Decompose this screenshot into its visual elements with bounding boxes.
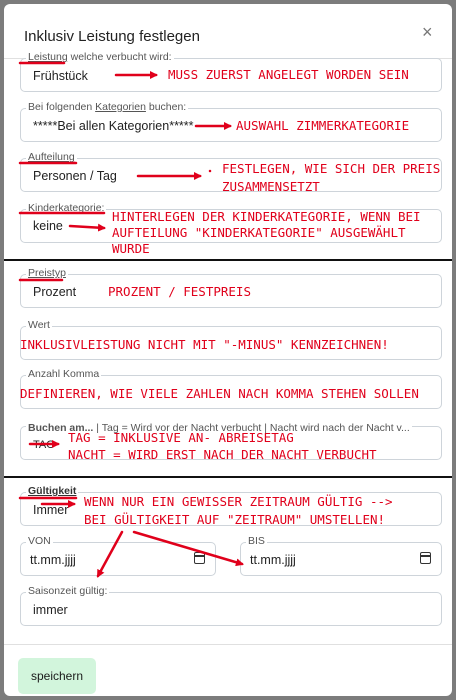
- annotation-leistung: MUSS ZUERST ANGELEGT WORDEN SEIN: [168, 67, 409, 82]
- annotation-aufteilung-1: FESTLEGEN, WIE SICH DER PREIS: [222, 161, 441, 176]
- calendar-icon[interactable]: [420, 552, 431, 564]
- annotation-kinder-3: WURDE: [112, 241, 150, 256]
- buchen-am-value: TAG: [33, 439, 55, 451]
- von-label: VON: [28, 535, 51, 547]
- aufteilung-label: Aufteilung: [28, 151, 75, 163]
- annotation-komma: DEFINIEREN, WIE VIELE ZAHLEN NACH KOMMA STEHEN SOLLEN: [20, 386, 419, 401]
- close-icon[interactable]: ×: [422, 22, 433, 42]
- annotation-buchen-2: NACHT = WIRD ERST NACH DER NACHT VERBUCHT: [68, 447, 377, 462]
- buchen-am-label: Buchen am... | Tag = Wird vor der Nacht verbucht | Nacht wird nach der Nacht v...: [28, 422, 410, 434]
- aufteilung-value: Personen / Tag: [33, 169, 117, 183]
- kategorien-label: Bei folgenden Kategorien buchen:: [28, 101, 187, 113]
- annotation-kinder-1: HINTERLEGEN DER KINDERKATEGORIE, WENN BEI: [112, 209, 421, 224]
- gueltigkeit-value: Immer: [33, 503, 69, 517]
- saisonzeit-select[interactable]: [20, 585, 442, 626]
- annotation-kinder-2: AUFTEILUNG "KINDERKATEGORIE" AUSGEWÄHLT: [112, 225, 406, 240]
- bis-date-input[interactable]: [240, 535, 442, 576]
- annotation-wert: INKLUSIVLEISTUNG NICHT MIT "-MINUS" KENNZEICHNEN!: [20, 337, 389, 352]
- von-value: tt.mm.jjjj: [30, 553, 76, 567]
- annotation-aufteilung-2: ZUSAMMENSETZT: [222, 179, 320, 194]
- calendar-icon[interactable]: [194, 552, 205, 564]
- saisonzeit-label: Saisonzeit gültig:: [28, 585, 108, 597]
- footer-divider: [4, 644, 452, 645]
- save-button[interactable]: speichern: [18, 658, 96, 694]
- von-date-input[interactable]: [20, 535, 216, 576]
- separator-line-2: [4, 476, 452, 478]
- kinderkategorie-label: Kinderkategorie:: [28, 202, 105, 214]
- saisonzeit-value: immer: [33, 603, 68, 617]
- leistung-value: Frühstück: [33, 69, 88, 83]
- annotation-buchen-1: TAG = INKLUSIVE AN- ABREISETAG: [68, 430, 294, 445]
- kategorien-value: *****Bei allen Kategorien*****: [33, 119, 194, 133]
- leistung-label: Leistung welche verbucht wird:: [28, 51, 172, 63]
- modal-title: Inklusiv Leistung festlegen: [24, 28, 200, 45]
- gueltigkeit-label: Gültigkeit: [28, 485, 77, 497]
- wert-label: Wert: [28, 319, 50, 331]
- separator-line: [4, 259, 452, 261]
- annotation-preistyp: PROZENT / FESTPREIS: [108, 284, 251, 299]
- kinderkategorie-value: keine: [33, 219, 63, 233]
- annotation-kategorien: AUSWAHL ZIMMERKATEGORIE: [236, 118, 410, 133]
- bis-value: tt.mm.jjjj: [250, 553, 296, 567]
- annotation-gueltig-2: BEI GÜLTIGKEIT AUF "ZEITRAUM" UMSTELLEN!: [84, 512, 386, 527]
- anzahl-komma-label: Anzahl Komma: [28, 368, 100, 380]
- preistyp-label: Preistyp: [28, 267, 66, 279]
- modal-dialog: [4, 4, 452, 696]
- preistyp-value: Prozent: [33, 285, 77, 299]
- annotation-gueltig-1: WENN NUR EIN GEWISSER ZEITRAUM GÜLTIG -->: [84, 494, 393, 509]
- bis-label: BIS: [248, 535, 265, 547]
